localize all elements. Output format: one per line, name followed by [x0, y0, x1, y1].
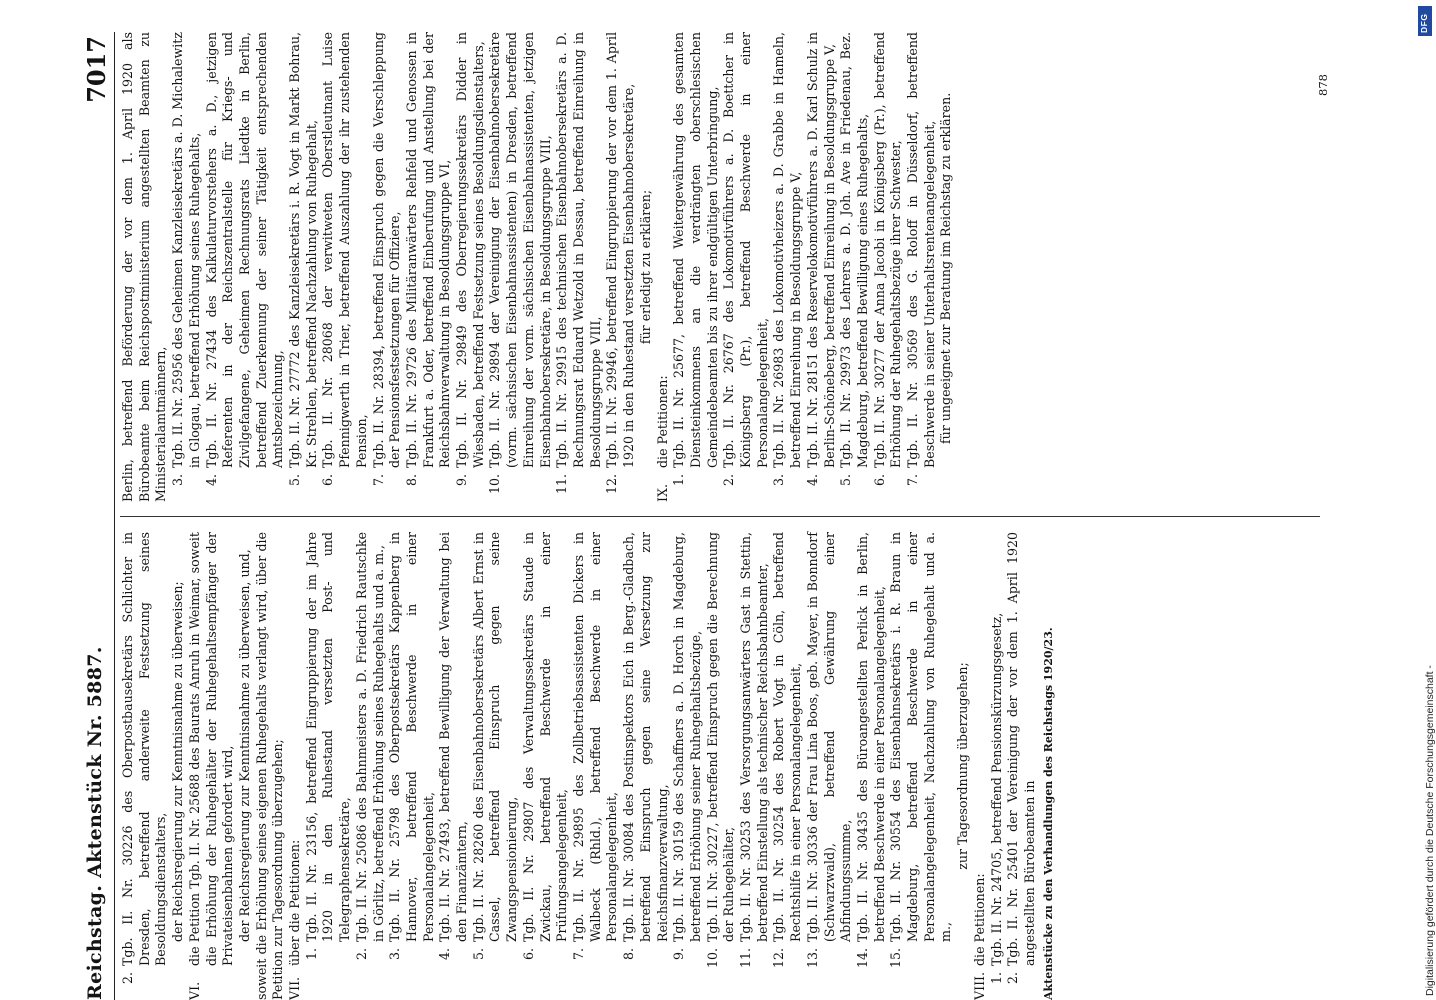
petition-item: [805, 532, 855, 1000]
dfg-logo: [1418, 6, 1432, 36]
item-text: Tgb. II. Nr. 30253 des Versorgungsanwärters Gast in Stettin, betreffend Einstellung als technischer Reichsbahnbeamter,: [738, 532, 770, 942]
petition-item: [320, 32, 370, 502]
petition-item: [471, 532, 521, 1000]
item-text: Tgb. II. Nr. 27772 des Kanzleisekretärs i. R. Vogt in Markt Bohrau, Kr. Strehlen, betreffend Nachzahlung von Ruhegehalt,: [287, 32, 319, 468]
item-number: 4.: [203, 474, 219, 487]
item-text: Tgb. II. Nr. 30254 des Robert Vogt in Cöln, betreffend Rechtshilfe in einer Personalangelegenheit,: [771, 532, 804, 942]
resolution-text: der Reichsregierung zur Kenntnisnahme zu überweisen, und,: [236, 549, 252, 942]
petition-item: [521, 532, 571, 1000]
item-number: 10.: [487, 474, 503, 495]
item-text: Tgb. II. Nr. 28260 des Eisenbahnobersekretärs Albert Ernst in Cassel, betreffend Einspruch gegen seine Zwangspensionierung,: [470, 532, 520, 942]
petition-item: [170, 32, 203, 502]
item-text: Tgb. II. Nr. 30226 des Oberpostbausekretärs Schlichter in Dresden, betreffend anderweite Festsetzung seines Besoldungsdienstalters,: [120, 532, 169, 966]
petition-item: [838, 32, 871, 502]
item-number: 4.: [804, 474, 820, 487]
petition-item: [805, 32, 838, 502]
petition-item: [287, 32, 320, 502]
petition-item: [204, 32, 288, 502]
section-numeral: IX.: [654, 484, 670, 502]
item-text: Tgb. II. Nr. 26983 des Lokomotivheizers a. D. Grabbe in Hameln, betreffend Einreihung in Besoldungsgruppe V,: [771, 32, 804, 468]
item-text: Tgb. II. Nr. 30084 des Postinspektors Eich in Berg.-Gladbach, betreffend Einspruch gegen seine Versetzung zur Reichsfinanzverwaltung,: [621, 532, 670, 942]
item-text: die Petition Tgb. II. Nr. 25688 des Baurats Anruh in Weimar, soweit die Erhöhung der Ruhegehälter der Ruhegehaltsempfänger der Privateisenbahnen gefordert wird,: [186, 532, 236, 966]
petition-item: [454, 32, 487, 502]
item-text: die Petitionen:: [654, 375, 670, 468]
item-text: Tgb. II. Nr. 27493, betreffend Bewilligung der Verwaltung bei den Finanzämtern,: [437, 532, 470, 942]
resolution-text: zur Tagesordnung überzugehen;: [955, 662, 971, 870]
item-number: 2.: [353, 948, 369, 961]
item-number: 11.: [554, 474, 570, 495]
section-heading: [655, 32, 672, 502]
item-number: 5.: [838, 474, 854, 487]
item-text: die Petitionen:: [971, 873, 987, 966]
rotated-document-page: [82, 32, 1330, 1000]
item-number: 2.: [120, 972, 135, 985]
item-number: 15.: [888, 948, 904, 969]
item-text: Tgb. II. Nr. 30227, betreffend Einspruch gegen die Berechnung der Ruhegehälter,: [704, 532, 737, 942]
petition-item: [855, 532, 888, 1000]
page-header: [82, 32, 115, 1000]
paragraph: soweit die Erhöhung seines eigenen Ruhegehalts verlangt wird, über die Petition zur Tagesordnung überzugehen;: [253, 532, 286, 1000]
item-text: Tgb. II. Nr. 25798 des Oberpostsekretärs Kappenberg in Hannover, betreffend Beschwerde in einer Personalangelegenheit,: [387, 532, 436, 942]
resolution-text: für erledigt zu erklären;: [637, 189, 653, 345]
item-number: 1.: [303, 948, 319, 961]
petition-item: [387, 532, 437, 1000]
item-text: Tgb. II. Nr. 29726 des Militäranwärters Rehfeld und Genossen in Frankfurt a. Oder, betreffend Einberufung und Anstellung bei der Reichsbahnverwaltung in Besoldungsgruppe VI,: [403, 32, 453, 468]
item-text: Tgb. II. Nr. 30435 des Büroangestellten Perlick in Berlin, betreffend Beschwerde in einer Personalangelegenheit,: [854, 532, 887, 942]
item-number: 3.: [170, 474, 186, 487]
item-text: Tgb. II. Nr. 25401 der Vereinigung der vor dem 1. April 1920 angestellten Bürobeamten in: [1005, 532, 1037, 966]
petition-item: [872, 32, 905, 502]
item-number: 8.: [621, 948, 637, 961]
item-number: 7.: [570, 948, 586, 961]
petition-item: [888, 532, 955, 1000]
item-number: 3.: [387, 948, 403, 961]
petition-item: [771, 32, 804, 502]
item-number: 2.: [721, 474, 737, 487]
item-text: Tgb. II. Nr. 28068 der verwitweten Oberstleutnant Luise Pfennigwerth in Trier, betreffend Auszahlung der ihr zustehenden Pension,: [320, 32, 369, 468]
item-number: 9.: [454, 474, 470, 487]
item-text: Tgb. II. Nr. 27434 des Kalkulaturvorstehers a. D., jetzigen Referenten in der Reichszentralstelle für Kriegs- und Zivilgefangene, Geheimen Rechnungsrats Liedtke in Berlin, betreffend Zuerkennung der seiner Tätigkeit entsprechenden Amtsbezeichnung,: [203, 32, 286, 468]
item-text: Tgb. II. Nr. 25086 des Bahnmeisters a. D. Friedrich Rautschke in Görlitz, betreffend Erhöhung seines Ruhegehalts und a. m.,: [353, 532, 386, 942]
petition-item: [604, 32, 637, 502]
petition-item: [371, 32, 404, 502]
item-number: 6.: [871, 474, 887, 487]
item-number: 7.: [370, 474, 386, 487]
item-text: Tgb. II. Nr. 24705, betreffend Pensionskürzungsgesetz,: [988, 612, 1004, 966]
petition-item: [705, 532, 738, 1000]
item-number: 2.: [1005, 972, 1021, 985]
petition-item: [437, 532, 470, 1000]
item-number: 7.: [905, 474, 921, 487]
item-text: Tgb. II. Nr. 30336 der Frau Lina Boos, geb. Mayer, in Bonndorf (Schwarzwald), betreffend Gewährung einer Abfindungssumme,: [804, 532, 854, 942]
left-column: [120, 532, 1320, 1000]
petition-item: [571, 532, 621, 1000]
item-number: 5.: [287, 474, 303, 487]
resolution-text: der Reichsregierung zur Kenntnisnahme zu überweisen;: [170, 581, 186, 942]
item-number: 1.: [671, 474, 687, 487]
petition-item: [120, 532, 170, 1000]
item-number: 13.: [804, 948, 820, 969]
section-heading: [972, 532, 989, 1000]
item-number: 8.: [403, 474, 419, 487]
header-title: Reichstag. Aktenstück Nr. 5887.: [84, 646, 106, 1000]
item-text: Tgb. II. Nr. 25677, betreffend Weitergewährung des gesamten Diensteinkommens an die verdrängten oberschlesischen Gemeindebeamten bis zu ihrer endgültigen Unterbringung,: [671, 32, 720, 468]
resolution-text: für ungeeignet zur Beratung im Reichstag zu erklären.: [938, 92, 954, 444]
item-text: Tgb. II. Nr. 29915 des technischen Eisenbahnobersekretärs a. D. Rechnungsrat Eduard Wetzold in Dessau, betreffend Einreihung in Besoldungsgruppe VIII,: [554, 32, 603, 468]
item-text: Tgb. II. Nr. 30277 der Anna Jacobi in Königsberg (Pr.), betreffend Erhöhung der Ruhegehaltsbezüge ihrer Schwester,: [871, 32, 904, 468]
section-numeral: VII.: [287, 976, 303, 1000]
item-text: Tgb. II. Nr. 29894 der Vereinigung der Eisenbahnobersekretäre (vorm. sächsischen Eisenbahnassistenten) in Dresden, betreffend Einreihung der vorm. sächsischen Eisenbahnassistenten, jetzigen Eisenbahnobersekretäre, in Besoldungsgruppe VIII,: [487, 32, 553, 468]
item-number: 3.: [771, 474, 787, 487]
petition-item: [487, 32, 554, 502]
section-numeral: VIII.: [971, 971, 987, 1000]
item-number: 12.: [771, 948, 787, 969]
item-text: Tgb. II. Nr. 29807 des Verwaltungssekretärs Staude in Zwickau, betreffend Beschwerde in einer Prüfungsangelegenheit,: [520, 532, 570, 942]
petition-item: [905, 32, 938, 502]
item-number: 9.: [671, 948, 687, 961]
footnote: Aktenstücke zu den Verhandlungen des Reichstags 1920/23.: [1041, 627, 1055, 1000]
petition-item: [354, 532, 387, 1000]
item-text: Tgb. II. Nr. 29946, betreffend Eingruppierung der vor dem 1. April 1920 in den Ruhestand versetzten Eisenbahnobersekretäre,: [604, 32, 637, 468]
page-number: 7017: [82, 36, 111, 103]
section-numeral: VI.: [186, 981, 202, 1000]
item-text: Tgb. II. Nr. 26767 des Lokomotivführers a. D. Boettcher in Königsberg (Pr.), betreffend Beschwerde in einer Personalangelegenheit,: [721, 32, 770, 468]
item-number: 11.: [738, 948, 754, 969]
item-text: Tgb. II. Nr. 23156, betreffend Eingruppierung der im Jahre 1920 in den Ruhestand versetzten Post- und Telegraphensekretäre,: [303, 532, 353, 942]
section-heading: [287, 532, 304, 1000]
petition-item: [554, 32, 604, 502]
item-number: 4.: [437, 948, 453, 961]
item-text: Tgb. II. Nr. 29849 des Oberregierungssekretärs Didder in Wiesbaden, betreffend Festsetzung seines Besoldungsdienstalters,: [454, 32, 486, 468]
item-text: Tgb. II. Nr. 30554 des Eisenbahnsekretärs i. R. Braun in Magdeburg, betreffend Beschwerde in einer Personalangelegenheit, Nachzahlung von Ruhegehalt und a. m.,: [888, 532, 954, 942]
item-number: 1.: [988, 972, 1004, 985]
item-number: 10.: [704, 948, 720, 969]
item-text: Tgb. II. Nr. 29973 des Lehrers a. D. Joh. Ave in Friedenau, Bez. Magdeburg, betreffend Bewilligung eines Ruhegehalts,: [838, 32, 870, 468]
section-heading: [187, 532, 237, 1000]
item-text: Tgb. II. Nr. 25956 des Geheimen Kanzleisekretärs a. D. Michalewitz in Glogau, betreffend Erhöhung seines Ruhegehalts,: [170, 32, 202, 468]
petition-item: [304, 532, 354, 1000]
petition-item: [1005, 532, 1038, 1000]
right-column: [120, 32, 1320, 502]
item-text: über die Petitionen:: [287, 839, 303, 966]
dfg-logo-text: DFG: [1419, 13, 1429, 33]
item-text: Tgb. II. Nr. 29895 des Zollbetriebsassistenten Dickers in Walbeck (Rhld.), betreffend Beschwerde in einer Personalangelegenheit,: [570, 532, 620, 942]
petition-item: [404, 32, 454, 502]
petition-item: [721, 32, 771, 502]
petition-item: [671, 532, 704, 1000]
item-number: 6.: [320, 474, 336, 487]
digitization-credit: Digitalisierung gefördert durch die Deutsche Forschungsgemeinschaft -: [1424, 665, 1436, 996]
item-text: Tgb. II. Nr. 30569 des G. Roloff in Düsseldorf, betreffend Beschwerde in seiner Unterhaltsrentenangelegenheit,: [905, 32, 937, 468]
item-number: 12.: [604, 474, 620, 495]
petition-item: [621, 532, 671, 1000]
petition-item: [771, 532, 804, 1000]
item-number: 6.: [520, 948, 536, 961]
item-text: Tgb. II. Nr. 28394, betreffend Einspruch gegen die Verschleppung der Pensionsfestsetzungen für Offiziere,: [370, 32, 403, 468]
item-text: Tgb. II. Nr. 30159 des Schaffners a. D. Horch in Magdeburg, betreffend Erhöhung seiner Ruhegehaltsbezüge,: [671, 532, 703, 942]
petition-item: [671, 32, 721, 502]
sheet-number: 878: [1316, 74, 1330, 96]
item-number: 14.: [854, 948, 870, 969]
petition-item: [738, 532, 771, 1000]
paragraph: Berlin, betreffend Beförderung der vor dem 1. April 1920 als Bürobeamte beim Reichspostministerium angestellten Beamten zu Ministerialamtmännern,: [120, 32, 169, 502]
column-divider: [120, 516, 1320, 517]
petition-item: [989, 532, 1006, 1000]
item-number: 5.: [470, 948, 486, 961]
item-text: Tgb. II. Nr. 28151 des Reservelokomotivführers a. D. Karl Schulz in Berlin-Schöneberg, betreffend Einreihung in Besoldungsgruppe V,: [804, 32, 837, 468]
